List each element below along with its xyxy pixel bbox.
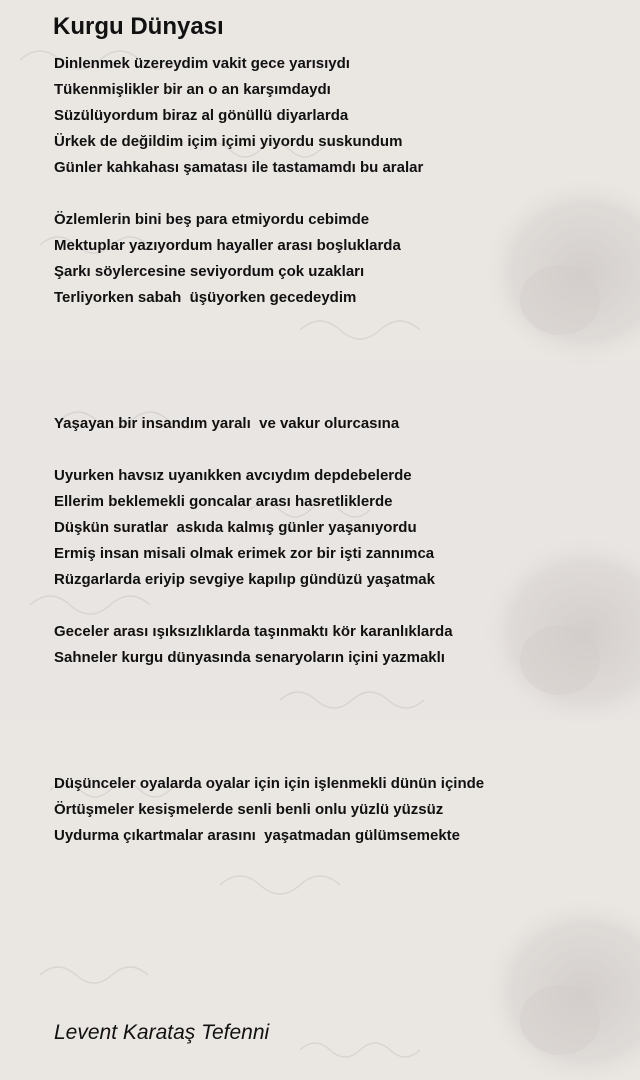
- poem-line: Süzülüyordum biraz al gönüllü diyarlarda: [54, 107, 349, 124]
- poem-line: Terliyorken sabah üşüyorken gecedeydim: [54, 289, 357, 306]
- poem-line: Ermiş insan misali olmak erimek zor bir işti zannımca: [54, 545, 435, 562]
- poem-line: Uydurma çıkartmalar arasını yaşatmadan gülümsemekte: [54, 827, 461, 844]
- poem-line: Şarkı söylercesine seviyordum çok uzakları: [54, 263, 365, 280]
- poem-line: Geceler arası ışıksızlıklarda taşınmaktı kör karanlıklarda: [54, 623, 453, 640]
- poem-line: Günler kahkahası şamatası ile tastamamdı bu aralar: [54, 159, 424, 176]
- poem-line: Tükenmişlikler bir an o an karşımdaydı: [54, 81, 331, 98]
- poem-line: Örtüşmeler kesişmelerde senli benli onlu yüzlü yüzsüz: [54, 801, 444, 818]
- poem-line: Düşkün suratlar askıda kalmış günler yaşanıyordu: [54, 519, 417, 536]
- poem-line: Mektuplar yazıyordum hayaller arası boşluklarda: [54, 237, 401, 254]
- poem-line: Sahneler kurgu dünyasında senaryoların içini yazmaklı: [54, 649, 445, 666]
- poem-line: Ürkek de değildim içim içimi yiyordu suskundum: [54, 133, 403, 150]
- poem-line: Ellerim beklemekli goncalar arası hasretliklerde: [54, 493, 393, 510]
- poem-title: Kurgu Dünyası: [53, 13, 224, 40]
- poem-author: Levent Karataş Tefenni: [54, 1021, 270, 1044]
- poem-line: Dinlenmek üzereydim vakit gece yarısıydı: [54, 55, 350, 72]
- poem-line: Özlemlerin bini beş para etmiyordu cebimde: [54, 211, 370, 228]
- poem-line: Yaşayan bir insandım yaralı ve vakur olurcasına: [54, 415, 400, 432]
- poem-line: Uyurken havsız uyanıkken avcıydım depdebelerde: [54, 467, 412, 484]
- poem-line: Düşünceler oyalarda oyalar için için işlenmekli dünün içinde: [54, 775, 485, 792]
- poem-line: Rüzgarlarda eriyip sevgiye kapılıp gündüzü yaşatmak: [54, 571, 435, 588]
